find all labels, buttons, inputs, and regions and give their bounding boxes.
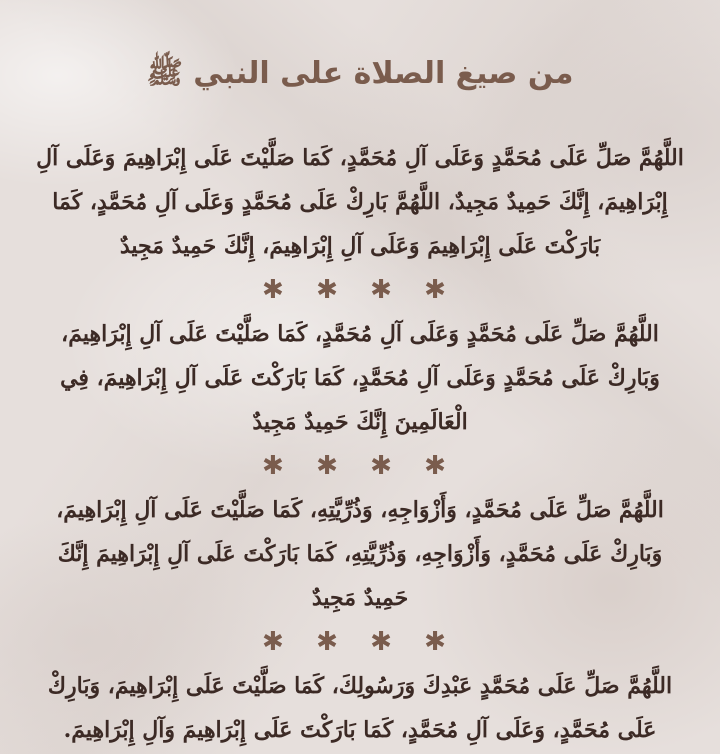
title-salutation: ﷺ [146,56,183,91]
star-separator-1: ✱ ✱ ✱ ✱ [262,275,458,305]
title-text: من صيغ الصلاة على النبي [193,56,574,91]
page-title [36,52,684,96]
prayer-text-1: اللَّهُمَّ صَلِّ عَلَى مُحَمَّدٍ وَعَلَى آلِ مُحَمَّدٍ، كَمَا صَلَّيْتَ عَلَى إِبْرَاهِيمَ وَعَلَى آلِ إِبْرَاهِيمَ، إِنَّكَ حَمِيدٌ مَجِيدٌ، اللَّهُمَّ بَارِكْ عَلَى مُحَمَّدٍ وَعَلَى آلِ مُحَمَّدٍ، كَمَا بَارَكْتَ عَلَى إِبْرَاهِيمَ وَعَلَى آلِ إِبْرَاهِيمَ، إِنَّكَ حَمِيدٌ مَجِيدٌ [36,145,684,259]
star-separator-2: ✱ ✱ ✱ ✱ [262,451,458,481]
prayer-text-2: اللَّهُمَّ صَلِّ عَلَى مُحَمَّدٍ وَعَلَى آلِ مُحَمَّدٍ، كَمَا صَلَّيْتَ عَلَى آلِ إِبْرَاهِيمَ، وَبَارِكْ عَلَى مُحَمَّدٍ وَعَلَى آلِ مُحَمَّدٍ، كَمَا بَارَكْتَ عَلَى آلِ إِبْرَاهِيمَ، فِي الْعَالَمِينَ إِنَّكَ حَمِيدٌ مَجِيدٌ [60,321,660,435]
prayer-text-3: اللَّهُمَّ صَلِّ عَلَى مُحَمَّدٍ، وَأَزْوَاجِهِ، وَذُرِّيَّتِهِ، كَمَا صَلَّيْتَ عَلَى آلِ إِبْرَاهِيمَ، وَبَارِكْ عَلَى مُحَمَّدٍ، وَأَزْوَاجِهِ، وَذُرِّيَّتِهِ، كَمَا بَارَكْتَ عَلَى آلِ إِبْرَاهِيمَ إِنَّكَ حَمِيدٌ مَجِيدٌ [56,497,664,611]
star-separator-3: ✱ ✱ ✱ ✱ [262,627,458,657]
prayer-text-4: اللَّهُمَّ صَلِّ عَلَى مُحَمَّدٍ عَبْدِكَ وَرَسُولِكَ، كَمَا صَلَّيْتَ عَلَى إِبْرَاهِيمَ، وَبَارِكْ عَلَى مُحَمَّدٍ، وَعَلَى آلِ مُحَمَّدٍ، كَمَا بَارَكْتَ عَلَى إِبْرَاهِيمَ وَآلِ إِبْرَاهِيمَ. [47,673,673,743]
